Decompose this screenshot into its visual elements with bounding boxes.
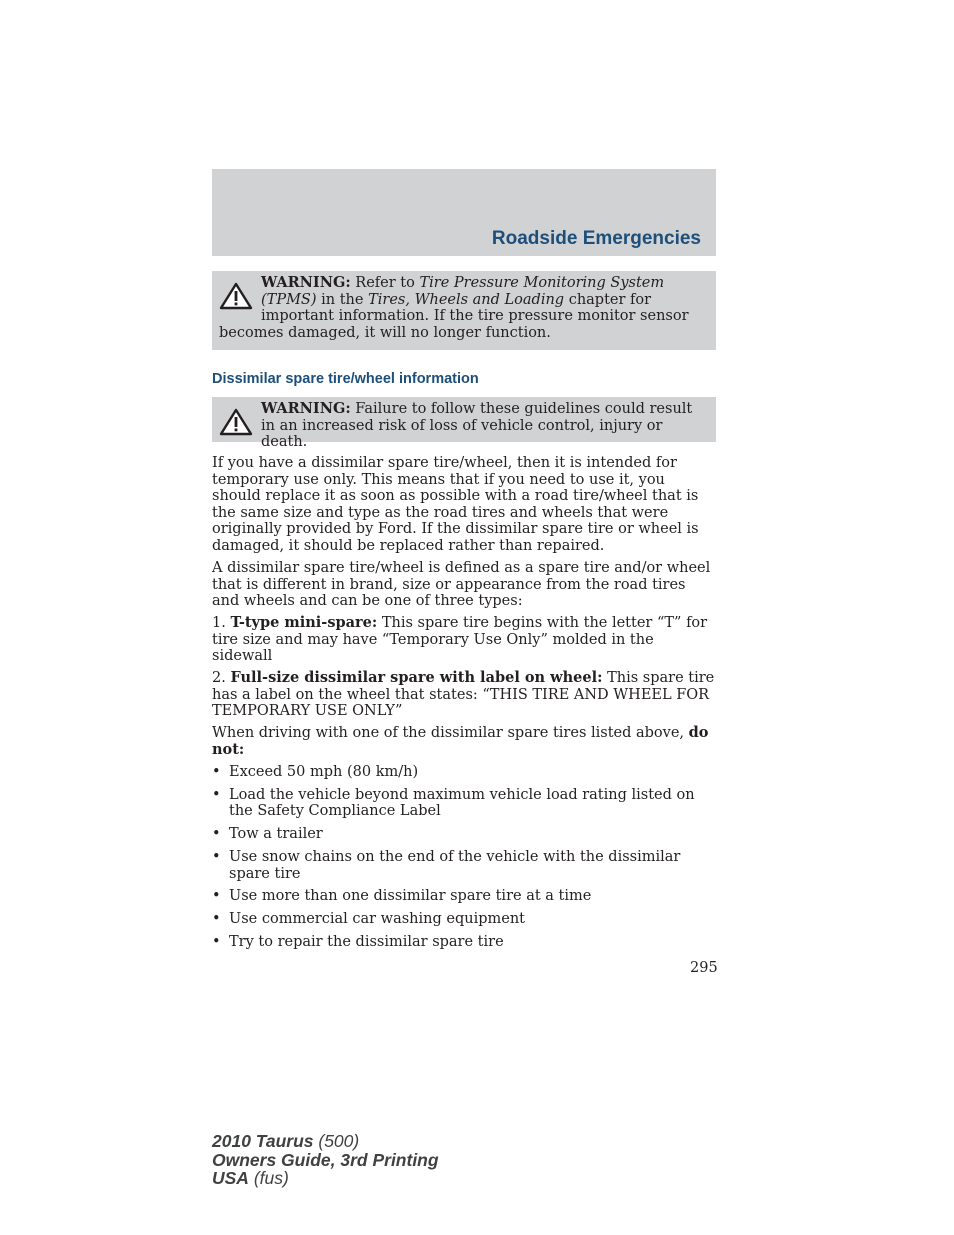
do-not-list — [212, 764, 716, 950]
warning-label: WARNING: — [261, 274, 351, 291]
chapter-header-band — [212, 169, 716, 256]
list-item: • Use commercial car washing equipment — [212, 911, 525, 928]
warning-box-tpms: WARNING: Refer to Tire Pressure Monitoring System (TPMS) in the Tires, Wheels and Loading chapter for important information. If the tire pressure monitor sensor becomes damaged, it will no longer function. — [212, 271, 716, 350]
paragraph-definition: A dissimilar spare tire/wheel is defined as a spare tire and/or wheel that is different in brand, size or appearance from the road tires and wheels and can be one of three types: — [212, 559, 711, 610]
list-item: • Load the vehicle beyond maximum vehicle load rating listed on the Safety Compliance Label — [212, 786, 695, 820]
page-number: 295 — [690, 960, 718, 976]
paragraph-do-not: When driving with one of the dissimilar spare tires listed above, do not: — [212, 724, 709, 759]
list-item: • Use more than one dissimilar spare tire at a time — [212, 888, 592, 905]
chapter-title: Roadside Emergencies — [491, 228, 701, 249]
list-item: • Try to repair the dissimilar spare tire — [212, 933, 504, 950]
warning-triangle-icon — [219, 408, 253, 436]
list-item: • Tow a trailer — [212, 826, 323, 843]
section-heading: Dissimilar spare tire/wheel information — [212, 371, 479, 387]
paragraph-intro: If you have a dissimilar spare tire/wheel, then it is intended for temporary use only. This means that if you need to use it, you should replace it as soon as possible with a road tire/wheel that is the same size and type as the road tires and wheels that were originally provided by Ford. If the dissimilar spare tire or wheel is damaged, it should be replaced rather than repaired. — [212, 455, 699, 554]
warning-triangle-icon — [219, 282, 253, 310]
warning-box-guidelines: WARNING: Failure to follow these guidelines could result in an increased risk of loss of vehicle control, injury or death. — [212, 397, 716, 442]
list-item: • Use snow chains on the end of the vehicle with the dissimilar spare tire — [212, 848, 681, 882]
body-text — [212, 455, 716, 957]
type-item-2: 2. Full-size dissimilar spare with label on wheel: This spare tire has a label on the wheel that states: “THIS TIRE AND WHEEL FOR TEMPORARY USE ONLY” — [212, 669, 715, 720]
type-item-1: 1. T-type mini-spare: This spare tire begins with the letter “T” for tire size and may have “Temporary Use Only” molded in the sidewall — [212, 614, 708, 665]
warning-label: WARNING: — [261, 400, 351, 417]
footer-publication-info: 2010 Taurus (500) Owners Guide, 3rd Printing USA (fus) — [212, 1131, 439, 1188]
list-item: • Exceed 50 mph (80 km/h) — [212, 764, 419, 781]
